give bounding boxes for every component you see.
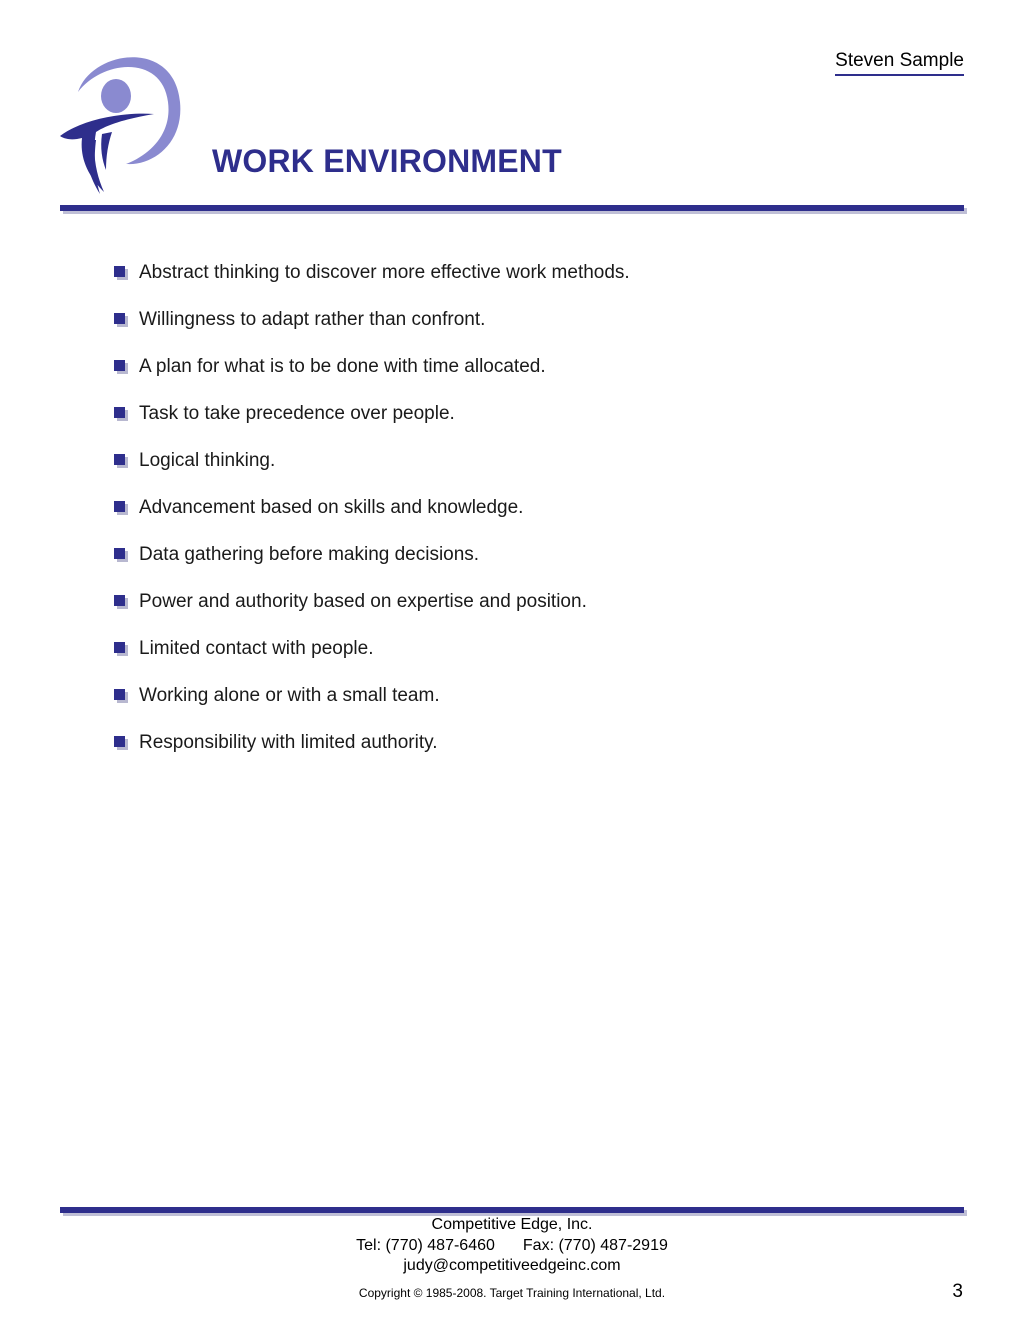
person-name: Steven Sample [835,50,964,76]
list-item-text: Logical thinking. [139,450,276,471]
list-item-text: Working alone or with a small team. [139,685,440,706]
square-bullet-icon [114,313,125,324]
list-item [114,354,630,401]
work-environment-list [114,260,630,777]
square-bullet-icon [114,407,125,418]
footer-copyright: Copyright © 1985-2008. Target Training International, Ltd. [358,1286,666,1300]
square-bullet-icon [114,266,125,277]
list-item [114,683,630,730]
square-bullet-icon [114,642,125,653]
list-item-text: Abstract thinking to discover more effective work methods. [139,262,630,283]
list-item [114,730,630,777]
company-logo-icon [56,44,184,196]
square-bullet-icon [114,689,125,700]
footer-fax: Fax: (770) 487-2919 [522,1237,668,1254]
square-bullet-icon [114,501,125,512]
list-item [114,636,630,683]
list-item-text: A plan for what is to be done with time allocated. [139,356,546,377]
list-item [114,307,630,354]
footer-contact [0,1237,1024,1255]
list-item-text: Advancement based on skills and knowledge. [139,497,524,518]
list-item [114,495,630,542]
footer-company: Competitive Edge, Inc. [431,1216,593,1233]
list-item-text: Willingness to adapt rather than confront. [139,309,486,330]
list-item [114,260,630,307]
list-item-text: Data gathering before making decisions. [139,544,480,565]
square-bullet-icon [114,548,125,559]
square-bullet-icon [114,454,125,465]
list-item-text: Task to take precedence over people. [139,403,455,424]
list-item-text: Responsibility with limited authority. [139,732,438,753]
footer-divider [60,1207,964,1213]
list-item-text: Power and authority based on expertise and position. [139,591,587,612]
list-item [114,542,630,589]
page-number: 3 [952,1281,963,1302]
page-title: WORK ENVIRONMENT [212,143,562,179]
list-item [114,401,630,448]
footer-email: judy@competitiveedgeinc.com [403,1257,621,1274]
square-bullet-icon [114,360,125,371]
header-divider [60,205,964,211]
square-bullet-icon [114,595,125,606]
list-item-text: Limited contact with people. [139,638,374,659]
list-item [114,589,630,636]
footer-tel: Tel: (770) 487-6460 [356,1237,495,1254]
list-item [114,448,630,495]
square-bullet-icon [114,736,125,747]
